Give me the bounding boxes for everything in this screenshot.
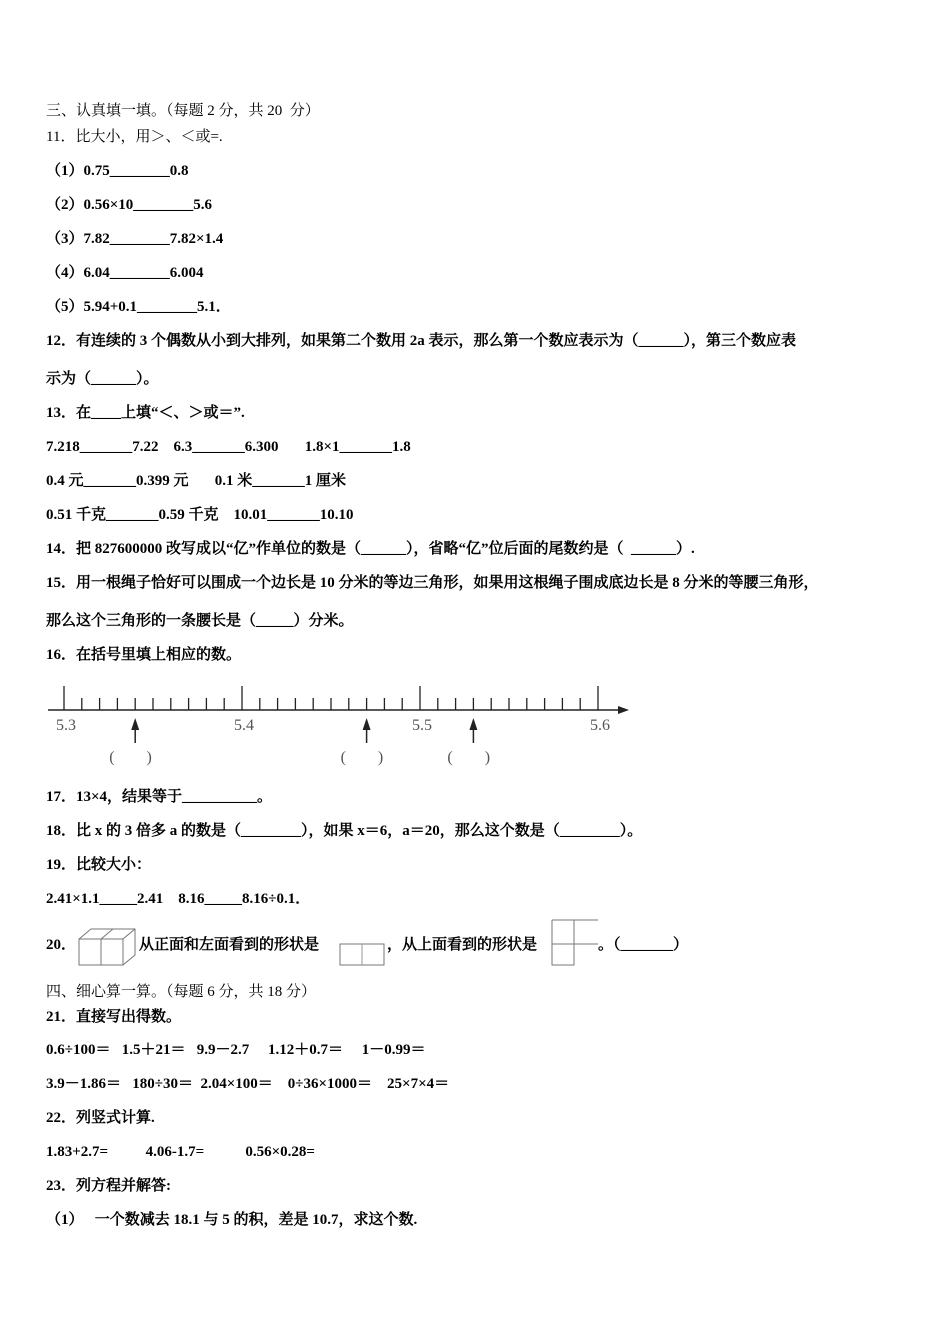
- q21-row: 3.9－1.86＝ 180÷30＝ 2.04×100＝ 0÷36×1000＝ 25×7×4＝: [46, 1076, 450, 1092]
- pointer-arrowhead: [363, 718, 371, 730]
- q14: 14．把 827600000 改写成以“亿”作单位的数是（______），省略“亿”位后面的尾数约是（ ______）.: [46, 541, 695, 557]
- q19-title: 19．比较大小：: [46, 857, 152, 873]
- q13-row: 0.51 千克_______0.59 千克 10.01_______10.10: [46, 507, 354, 523]
- front-view-figure: [339, 943, 387, 967]
- q12-line1: 12．有连续的 3 个偶数从小到大排列，如果第二个数用 2a 表示，那么第一个数应表示为（______），第三个数应表: [46, 333, 797, 349]
- q11-title: 11．比大小，用＞、＜或=.: [46, 129, 223, 145]
- q15-line1: 15．用一根绳子恰好可以围成一个边长是 10 分米的等边三角形，如果用这根绳子围成底边长是 8 分米的等腰三角形，: [46, 575, 819, 591]
- q11-item: （1）0.75________0.8: [46, 163, 189, 179]
- q11-item: （3）7.82________7.82×1.4: [46, 231, 224, 247]
- q21-row: 0.6÷100＝ 1.5＋21＝ 9.9－2.7 1.12＋0.7＝ 1－0.99＝: [46, 1042, 426, 1058]
- answer-blank: ( ): [447, 749, 491, 766]
- tick-label: 5.5: [412, 717, 432, 734]
- tick-label: 5.3: [56, 717, 76, 734]
- q22-title: 22．列竖式计算.: [46, 1110, 155, 1126]
- section-4-heading: 四、细心算一算。（每题 6 分，共 18 分）: [46, 984, 317, 1000]
- cube-figure: [77, 925, 139, 967]
- q13-title: 13．在____上填“＜、＞或＝”.: [46, 405, 245, 421]
- tick-label: 5.4: [234, 717, 254, 734]
- q15-line2: 那么这个三角形的一条腰长是（_____）分米。: [46, 613, 354, 629]
- q11-item: （2）0.56×10________5.6: [46, 197, 213, 213]
- tick-label: 5.6: [590, 717, 610, 734]
- q20-text2: ，从上面看到的形状是: [387, 937, 538, 953]
- q19-row: 2.41×1.1_____2.41 8.16_____8.16÷0.1．: [46, 891, 311, 907]
- q12-line2: 示为（______）。: [46, 371, 159, 387]
- q23-item: （1） 一个数减去 18.1 与 5 的积，差是 10.7，求这个数.: [46, 1212, 418, 1228]
- answer-blank: ( ): [340, 749, 384, 766]
- q21-title: 21．直接写出得数。: [46, 1009, 182, 1025]
- q16-title: 16．在括号里填上相应的数。: [46, 647, 242, 663]
- q11-item: （4）6.04________6.004: [46, 265, 204, 281]
- q11-item: （5）5.94+0.1________5.1．: [46, 299, 231, 315]
- q13-row: 7.218_______7.22 6.3_______6.300 1.8×1_______1.8: [46, 439, 411, 455]
- q17: 17．13×4，结果等于__________。: [46, 789, 273, 805]
- answer-blank: ( ): [109, 749, 152, 766]
- q13-row: 0.4 元_______0.399 元 0.1 米_______1 厘米: [46, 473, 347, 489]
- number-line: [40, 672, 640, 772]
- pointer-arrowhead: [131, 718, 139, 730]
- q20-text3: 。（_______）: [598, 937, 689, 953]
- q20-text1: 从正面和左面看到的形状是: [139, 937, 320, 953]
- top-view-figure: [551, 919, 601, 967]
- pointer-arrowhead: [469, 718, 477, 730]
- q20-number: 20．: [46, 937, 77, 953]
- q22-row: 1.83+2.7= 4.06-1.7= 0.56×0.28=: [46, 1144, 315, 1160]
- q23-title: 23．列方程并解答:: [46, 1178, 171, 1194]
- section-3-heading: 三、认真填一填。（每题 2 分，共 20 分）: [46, 103, 320, 119]
- axis-arrowhead: [618, 706, 629, 714]
- q18: 18．比 x 的 3 倍多 a 的数是（________），如果 x＝6，a＝20，那么这个数是（________）。: [46, 823, 643, 839]
